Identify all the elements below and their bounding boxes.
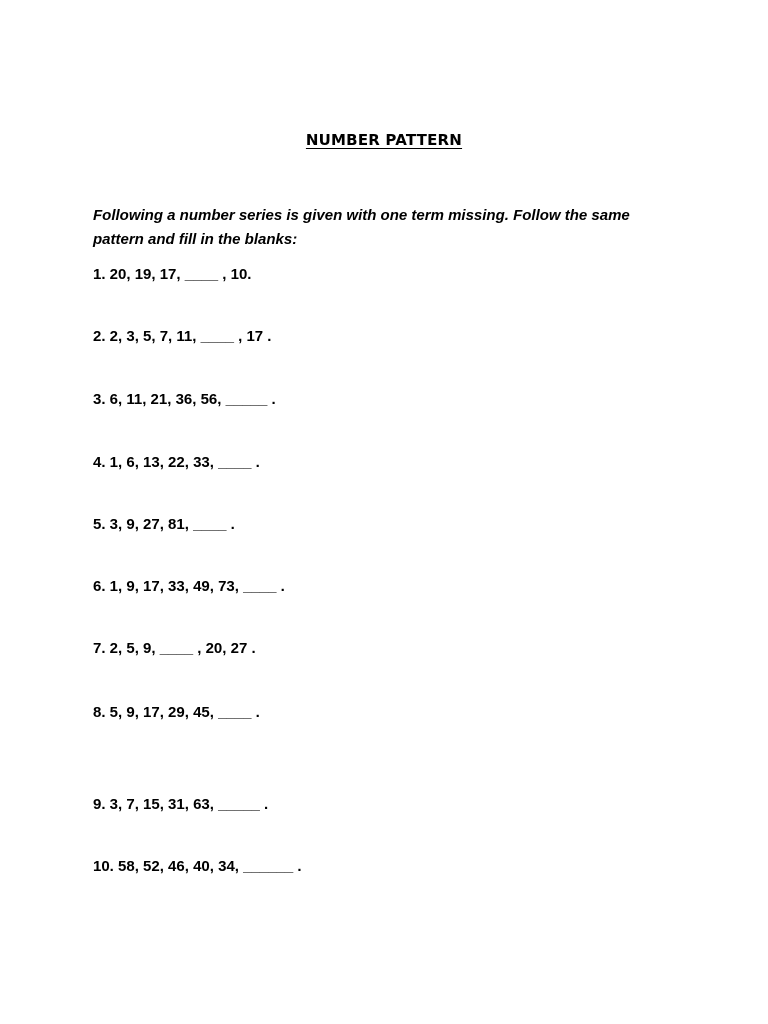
question-6: 6. 1, 9, 17, 33, 49, 73, ____ . [93,578,285,595]
question-1: 1. 20, 19, 17, ____ , 10. [93,266,252,283]
page-title: NUMBER PATTERN [305,131,463,149]
question-4: 4. 1, 6, 13, 22, 33, ____ . [93,454,260,471]
instructions-text: Following a number series is given with one term missing. Follow the same pattern and fill in the blanks: [93,207,630,248]
question-3: 3. 6, 11, 21, 36, 56, _____ . [93,391,276,408]
question-2: 2. 2, 3, 5, 7, 11, ____ , 17 . [93,328,272,345]
question-7: 7. 2, 5, 9, ____ , 20, 27 . [93,640,256,657]
question-9: 9. 3, 7, 15, 31, 63, _____ . [93,796,269,813]
question-10: 10. 58, 52, 46, 40, 34, ______ . [93,858,302,875]
question-5: 5. 3, 9, 27, 81, ____ . [93,516,235,533]
question-8: 8. 5, 9, 17, 29, 45, ____ . [93,704,260,721]
